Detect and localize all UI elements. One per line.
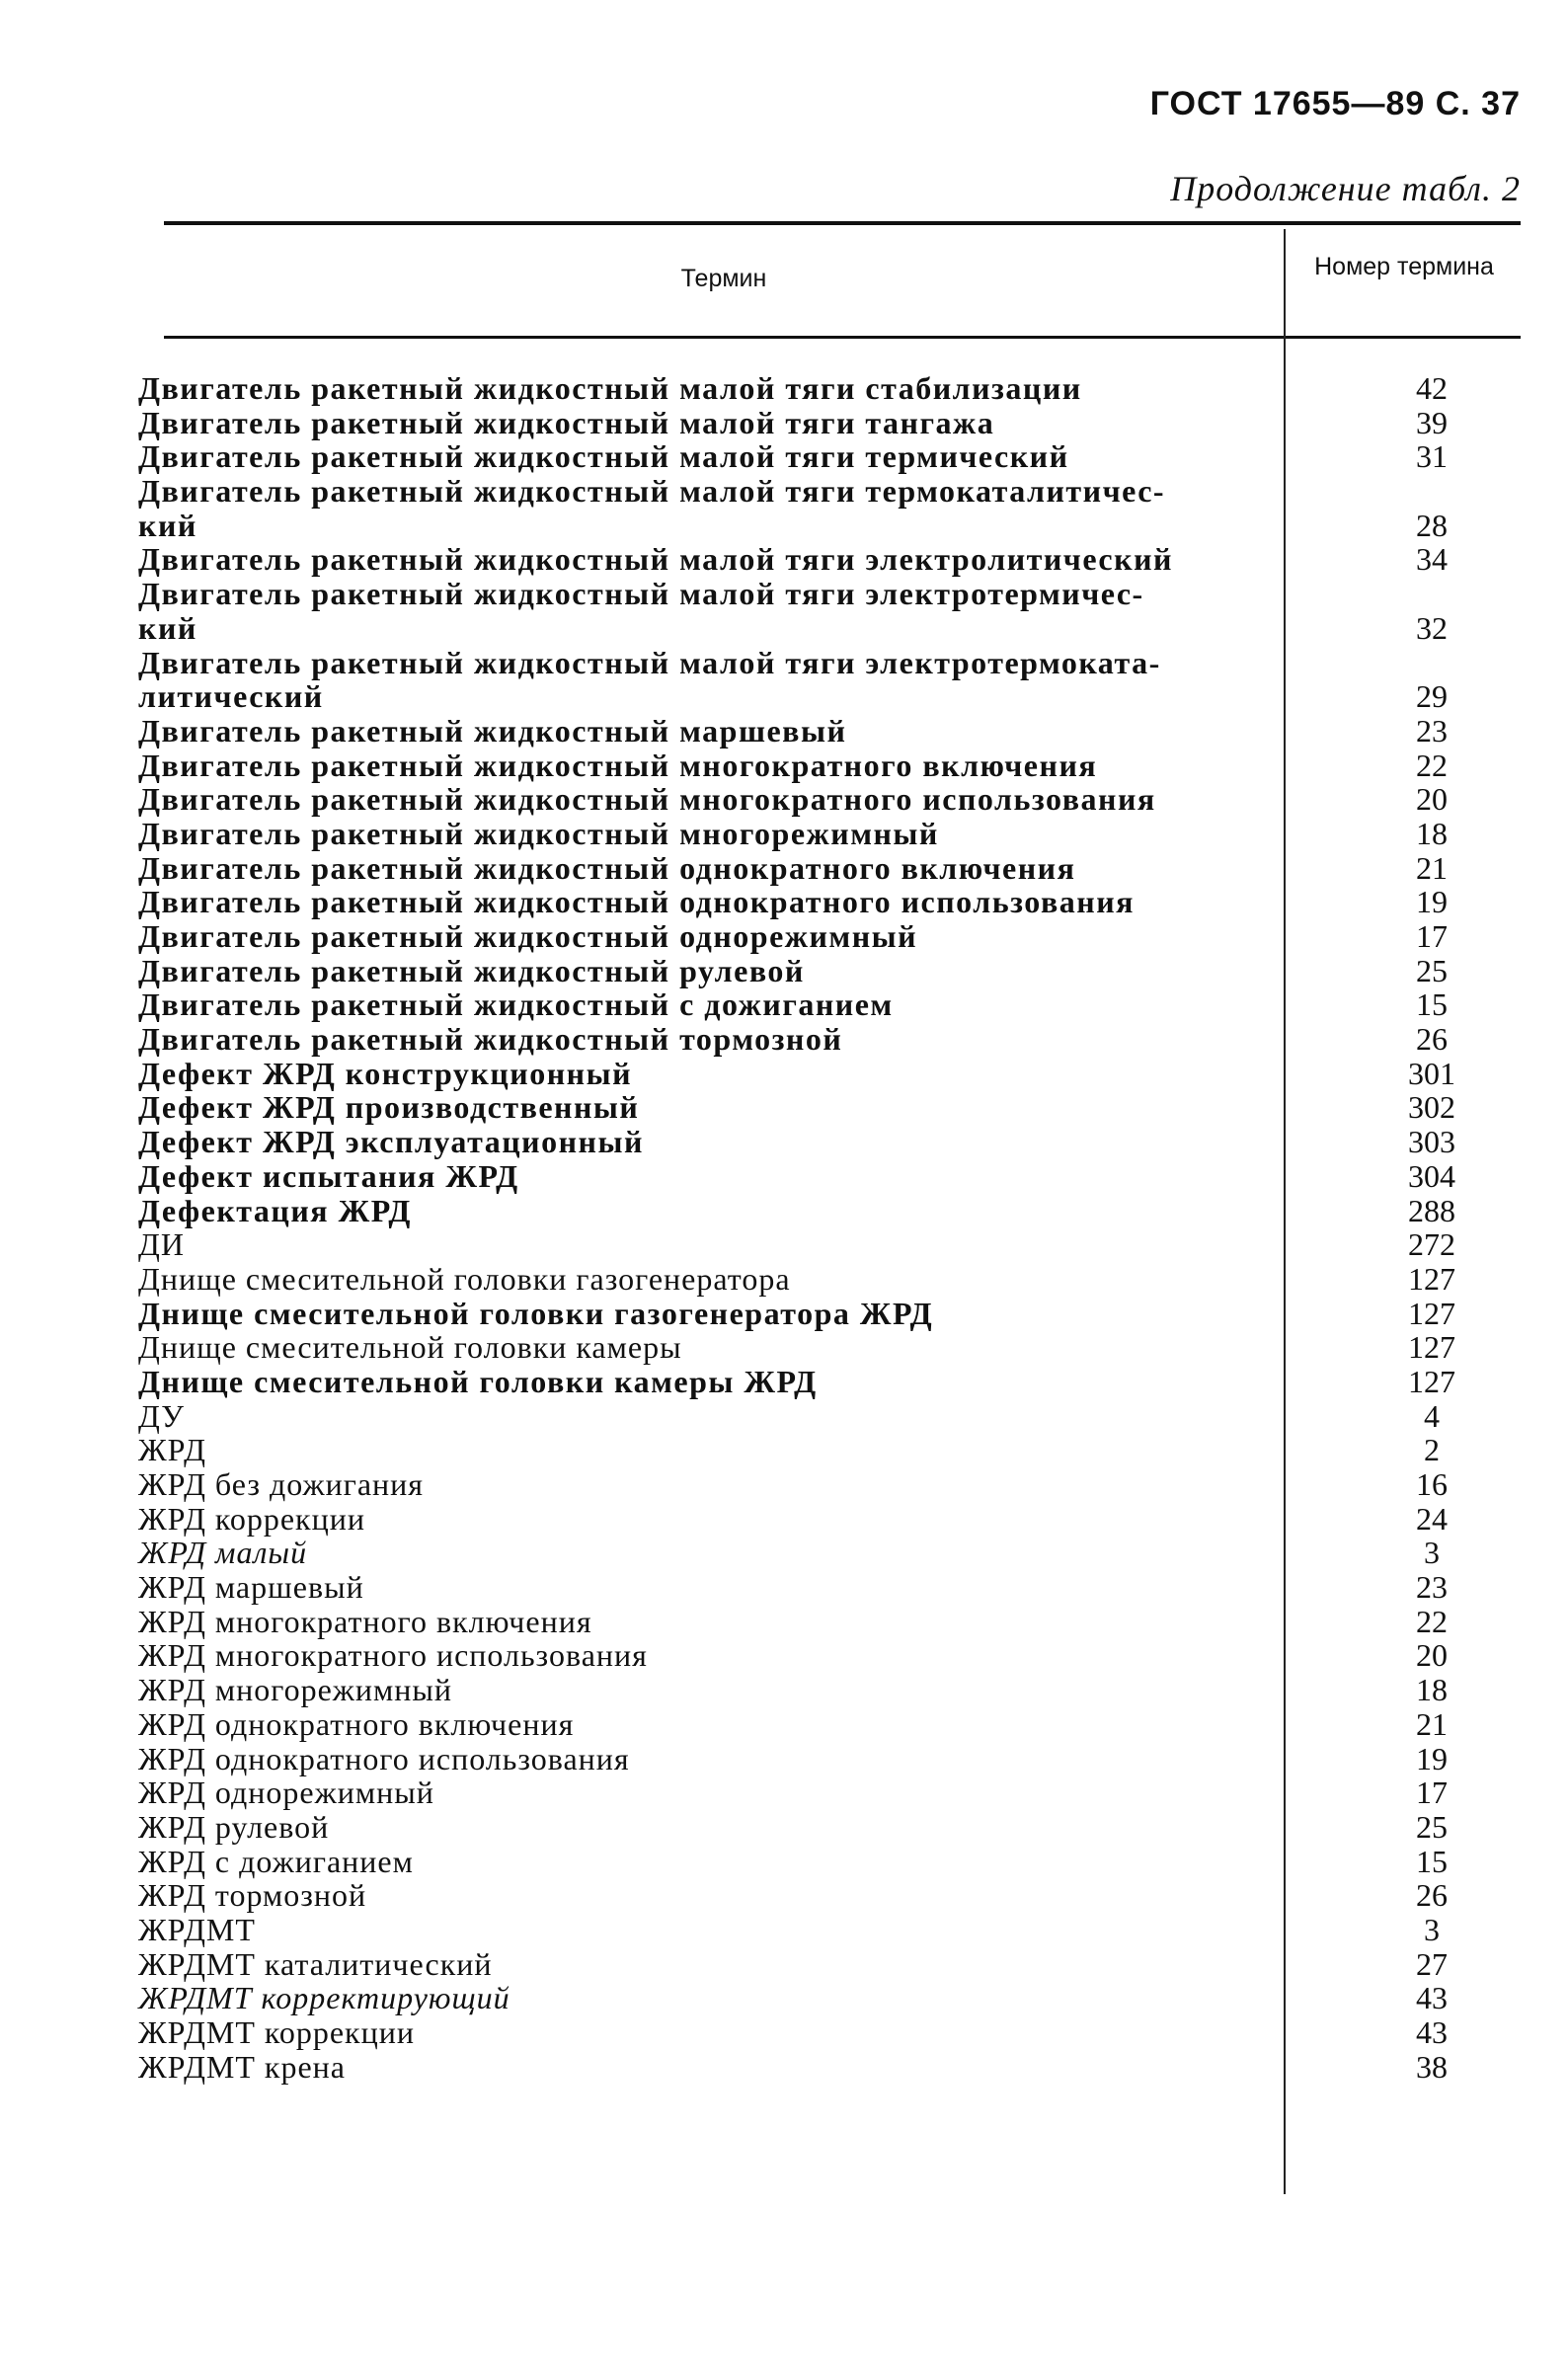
term-number-cell: 20 [1416, 781, 1448, 818]
term-number-cell: 22 [1416, 1603, 1448, 1639]
table-row [138, 1399, 1540, 1434]
term-text: Двигатель ракетный жидкостный с дожиганием [138, 986, 894, 1023]
term-cell [138, 1673, 1254, 1707]
term-cell [138, 1502, 1254, 1537]
table-row [138, 1673, 1540, 1707]
term-cell [138, 1262, 1254, 1297]
term-text: Дефект ЖРД эксплуатационный [138, 1124, 644, 1160]
table-row [138, 749, 1540, 783]
term-text: Двигатель ракетный жидкостный малой тяги тангажа [138, 404, 995, 440]
term-number-cell: 29 [1416, 678, 1448, 715]
term-text: Дефектация ЖРД [138, 1192, 412, 1228]
term-number-cell: 24 [1416, 1500, 1448, 1537]
table-body [138, 371, 1540, 2084]
term-text: Днище смесительной головки камеры ЖРД [138, 1363, 818, 1399]
table-row [138, 1707, 1540, 1742]
term-cell [138, 542, 1254, 577]
term-text: ЖРДМТ корректирующий [138, 1980, 510, 2016]
term-text: Двигатель ракетный жидкостный малой тяги термокаталитичес- [138, 473, 1166, 510]
term-number-cell: 3 [1424, 1911, 1440, 1947]
table-row [138, 1022, 1540, 1057]
table-row [138, 817, 1540, 851]
table-row [138, 1981, 1540, 2015]
term-text: ЖРД однорежимный [138, 1774, 434, 1811]
table-row [138, 1262, 1540, 1297]
term-cell [138, 1090, 1254, 1125]
term-text-continuation: кий [138, 507, 197, 543]
term-cell [138, 1570, 1254, 1605]
term-cell [138, 1845, 1254, 1879]
table-row [138, 577, 1540, 645]
table-row [138, 885, 1540, 919]
term-cell [138, 474, 1254, 542]
term-text: ДИ [138, 1226, 185, 1263]
table-row [138, 987, 1540, 1022]
term-cell [138, 1194, 1254, 1228]
term-number-cell: 127 [1408, 1329, 1455, 1366]
term-number-cell: 21 [1416, 849, 1448, 886]
term-number-cell: 42 [1416, 369, 1448, 406]
table-row [138, 954, 1540, 988]
term-text: Двигатель ракетный жидкостный однорежимный [138, 918, 918, 955]
term-cell [138, 1707, 1254, 1742]
table-row [138, 542, 1540, 577]
term-cell [138, 1467, 1254, 1502]
term-text: Двигатель ракетный жидкостный однократного использования [138, 884, 1135, 920]
table-row [138, 406, 1540, 440]
term-text-continuation: литический [138, 678, 324, 715]
term-cell [138, 1433, 1254, 1467]
table-row [138, 1810, 1540, 1845]
term-cell [138, 1297, 1254, 1331]
term-cell [138, 885, 1254, 919]
term-text: ЖРД рулевой [138, 1808, 330, 1845]
term-cell [138, 1022, 1254, 1057]
table-header-rule [164, 336, 1521, 339]
term-number-cell: 2 [1424, 1432, 1440, 1468]
term-cell [138, 1159, 1254, 1194]
term-number-cell: 27 [1416, 1945, 1448, 1982]
term-number-cell: 38 [1416, 2048, 1448, 2085]
term-text: ЖРД маршевый [138, 1569, 364, 1606]
term-cell [138, 1227, 1254, 1262]
term-text: Двигатель ракетный жидкостный малой тяги стабилизации [138, 370, 1082, 406]
table-row [138, 1638, 1540, 1673]
term-number-cell: 39 [1416, 404, 1448, 440]
term-number-cell: 18 [1416, 815, 1448, 851]
term-text: ЖРДМТ коррекции [138, 2014, 415, 2051]
table-row [138, 714, 1540, 749]
term-text: Дефект ЖРД производственный [138, 1089, 640, 1126]
term-cell [138, 1638, 1254, 1673]
term-text: Двигатель ракетный жидкостный маршевый [138, 712, 847, 749]
term-text: ЖРД с дожиганием [138, 1843, 414, 1879]
term-cell [138, 749, 1254, 783]
term-number-cell: 19 [1416, 884, 1448, 920]
term-cell [138, 1981, 1254, 2015]
table-row [138, 1467, 1540, 1502]
term-cell [138, 1947, 1254, 1982]
term-text: Днище смесительной головки камеры [138, 1329, 682, 1366]
term-number-cell: 3 [1424, 1535, 1440, 1571]
term-cell [138, 406, 1254, 440]
table-row [138, 474, 1540, 542]
table-row [138, 1125, 1540, 1159]
term-number-cell: 302 [1408, 1089, 1455, 1126]
table-row [138, 1502, 1540, 1537]
term-cell [138, 646, 1254, 714]
table-row [138, 1536, 1540, 1570]
term-number-cell: 18 [1416, 1672, 1448, 1708]
term-cell [138, 1878, 1254, 1913]
table-row [138, 1227, 1540, 1262]
term-text: Двигатель ракетный жидкостный тормозной [138, 1021, 843, 1058]
table-row [138, 1570, 1540, 1605]
term-text: ЖРД без дожигания [138, 1466, 424, 1503]
term-text: Двигатель ракетный жидкостный многократного включения [138, 747, 1098, 783]
table-row [138, 1775, 1540, 1810]
term-number-cell: 272 [1408, 1226, 1455, 1263]
term-cell [138, 2015, 1254, 2050]
table-top-rule [164, 221, 1521, 225]
term-text: ЖРД однократного включения [138, 1705, 575, 1742]
term-cell [138, 817, 1254, 851]
term-cell [138, 919, 1254, 954]
term-text: Дефект испытания ЖРД [138, 1157, 519, 1194]
table-row [138, 1433, 1540, 1467]
term-text: Днище смесительной головки газогенератора [138, 1260, 791, 1297]
term-number-cell: 32 [1416, 609, 1448, 646]
term-cell [138, 1125, 1254, 1159]
term-number-cell: 127 [1408, 1363, 1455, 1399]
term-cell [138, 851, 1254, 886]
term-text: Двигатель ракетный жидкостный однократного включения [138, 849, 1076, 886]
term-number-cell: 15 [1416, 1843, 1448, 1879]
term-cell [138, 1775, 1254, 1810]
term-cell [138, 1605, 1254, 1639]
term-text: ЖРДМТ крена [138, 2048, 346, 2085]
term-cell [138, 1536, 1254, 1570]
column-header-term: Термин [680, 265, 767, 292]
table-row [138, 2050, 1540, 2085]
term-text: ЖРД коррекции [138, 1500, 365, 1537]
term-number-cell: 16 [1416, 1466, 1448, 1503]
table-row [138, 919, 1540, 954]
table-row [138, 782, 1540, 817]
term-cell [138, 371, 1254, 406]
table-row [138, 1845, 1540, 1879]
page-header: ГОСТ 17655—89 С. 37 [1149, 85, 1521, 122]
term-number-cell: 43 [1416, 2014, 1448, 2051]
table-row [138, 2015, 1540, 2050]
term-text: Двигатель ракетный жидкостный малой тяги электротермоката- [138, 644, 1161, 680]
term-cell [138, 954, 1254, 988]
term-cell [138, 1810, 1254, 1845]
table-row [138, 1365, 1540, 1399]
term-text: ЖРД малый [138, 1535, 308, 1571]
term-text: ЖРД [138, 1432, 206, 1468]
term-cell [138, 577, 1254, 645]
term-cell [138, 1330, 1254, 1365]
term-number-cell: 22 [1416, 747, 1448, 783]
term-number-cell: 31 [1416, 438, 1448, 475]
term-cell [138, 439, 1254, 474]
term-text: Двигатель ракетный жидкостный рулевой [138, 952, 805, 988]
term-number-cell: 25 [1416, 952, 1448, 988]
table-row [138, 1330, 1540, 1365]
term-cell [138, 1365, 1254, 1399]
term-number-cell: 34 [1416, 541, 1448, 578]
term-cell [138, 1742, 1254, 1776]
term-text: Двигатель ракетный жидкостный многократного использования [138, 781, 1156, 818]
table-row [138, 1742, 1540, 1776]
term-cell [138, 1399, 1254, 1434]
term-number-cell: 304 [1408, 1157, 1455, 1194]
term-text: Дефект ЖРД конструкционный [138, 1055, 633, 1091]
term-cell [138, 782, 1254, 817]
term-number-cell: 21 [1416, 1705, 1448, 1742]
term-number-cell: 23 [1416, 712, 1448, 749]
term-text: ДУ [138, 1397, 185, 1434]
table-row [138, 646, 1540, 714]
table-row [138, 371, 1540, 406]
table-row [138, 1057, 1540, 1091]
term-text: ЖРД многократного использования [138, 1637, 648, 1674]
term-number-cell: 26 [1416, 1021, 1448, 1058]
table-row [138, 1297, 1540, 1331]
term-cell [138, 1913, 1254, 1947]
term-text: ЖРДМТ [138, 1911, 256, 1947]
term-number-cell: 23 [1416, 1569, 1448, 1606]
term-text: ЖРДМТ каталитический [138, 1945, 493, 1982]
table-row [138, 1913, 1540, 1947]
term-text: Двигатель ракетный жидкостный малой тяги термический [138, 438, 1069, 475]
term-number-cell: 28 [1416, 507, 1448, 543]
term-text-continuation: кий [138, 609, 197, 646]
term-number-cell: 303 [1408, 1124, 1455, 1160]
term-text: Двигатель ракетный жидкостный малой тяги электролитический [138, 541, 1173, 578]
column-header-number: Номер термина [1314, 253, 1494, 280]
term-number-cell: 127 [1408, 1295, 1455, 1331]
term-number-cell: 15 [1416, 986, 1448, 1023]
term-text: Двигатель ракетный жидкостный многорежимный [138, 815, 939, 851]
table-row [138, 1090, 1540, 1125]
term-number-cell: 301 [1408, 1055, 1455, 1091]
table-row [138, 1159, 1540, 1194]
table-row [138, 851, 1540, 886]
term-number-cell: 20 [1416, 1637, 1448, 1674]
term-number-cell: 19 [1416, 1740, 1448, 1776]
term-text: ЖРД многорежимный [138, 1672, 453, 1708]
table-row [138, 1947, 1540, 1982]
term-cell [138, 1057, 1254, 1091]
term-text: ЖРД многократного включения [138, 1603, 592, 1639]
term-number-cell: 127 [1408, 1260, 1455, 1297]
term-cell [138, 987, 1254, 1022]
term-text: ЖРД тормозной [138, 1877, 367, 1914]
table-row [138, 1194, 1540, 1228]
term-text: Днище смесительной головки газогенератора ЖРД [138, 1295, 934, 1331]
table-continuation-label: Продолжение табл. 2 [1170, 169, 1521, 208]
term-number-cell: 26 [1416, 1877, 1448, 1914]
term-text: Двигатель ракетный жидкостный малой тяги электротермичес- [138, 576, 1144, 612]
table-row [138, 1605, 1540, 1639]
term-number-cell: 4 [1424, 1397, 1440, 1434]
term-number-cell: 288 [1408, 1192, 1455, 1228]
term-number-cell: 17 [1416, 918, 1448, 955]
term-cell [138, 714, 1254, 749]
term-text: ЖРД однократного использования [138, 1740, 630, 1776]
term-cell [138, 2050, 1254, 2085]
table-row [138, 439, 1540, 474]
table-row [138, 1878, 1540, 1913]
term-number-cell: 17 [1416, 1774, 1448, 1811]
term-number-cell: 43 [1416, 1980, 1448, 2016]
term-number-cell: 25 [1416, 1808, 1448, 1845]
